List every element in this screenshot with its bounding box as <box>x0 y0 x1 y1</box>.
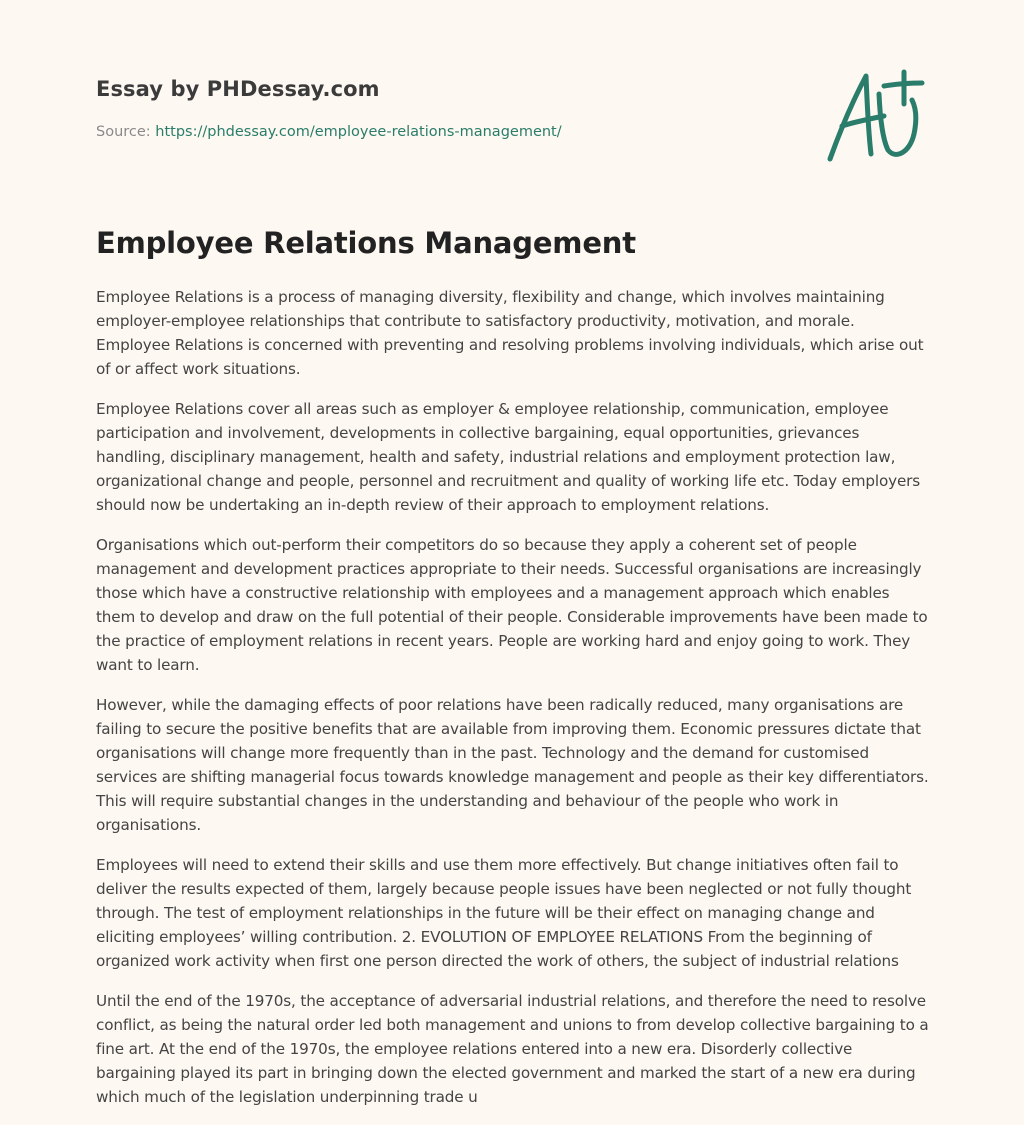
essay-paragraph: Employee Relations is a process of managing diversity, flexibility and change, which involves maintaining employer-employee relationships that contribute to satisfactory productivity, motivation, and morale. Employee Relations is concerned with preventing and resolving problems involving individuals, which arise out of or affect work situations. <box>96 288 924 378</box>
brand-title: Essay by PHDessay.com <box>96 77 380 101</box>
a-plus-logo-icon <box>824 64 928 168</box>
source-line <box>96 124 562 140</box>
essay-body <box>96 285 930 1125</box>
essay-title: Employee Relations Management <box>96 226 636 260</box>
source-label: Source: <box>96 124 156 140</box>
essay-header <box>96 0 930 190</box>
essay-paragraph: Until the end of the 1970s, the acceptance of adversarial industrial relations, and therefore the need to resolve conflict, as being the natural order led both management and unions to from develop collective bargaining to a fine art. At the end of the 1970s, the employee relations entered into a new era. Disorderly collective bargaining played its part in bringing down the elected government and marked the start of a new era during which much of the legislation underpinning trade u <box>96 992 929 1106</box>
essay-paragraph: Organisations which out-perform their competitors do so because they apply a coherent set of people management and development practices appropriate to their needs. Successful organisations are increasingly those which have a constructive relationship with employees and a management approach which enables them to develop and draw on the full potential of their people. Considerable improvements have been made to the practice of employment relations in recent years. People are working hard and enjoy going to work. They want to learn. <box>96 536 928 674</box>
essay-paragraph: Employee Relations cover all areas such as employer & employee relationship, communication, employee participation and involvement, developments in collective bargaining, equal opportunities, grievances handling, disciplinary management, health and safety, industrial relations and employment protection law, organizational change and people, personnel and recruitment and quality of working life etc. Today employers should now be undertaking an in-depth review of their approach to employment relations. <box>96 400 921 514</box>
source-link[interactable]: https://phdessay.com/employee-relations-management/ <box>155 124 562 140</box>
essay-paragraph: Employees will need to extend their skills and use them more effectively. But change initiatives often fail to deliver the results expected of them, largely because people issues have been neglected or not fully thought through. The test of employment relationships in the future will be their effect on managing change and eliciting employees’ willing contribution. 2. EVOLUTION OF EMPLOYEE RELATIONS From the beginning of organized work activity when first one person directed the work of others, the subject of industrial relations <box>96 856 912 970</box>
essay-page <box>96 0 930 1106</box>
essay-paragraph: However, while the damaging effects of poor relations have been radically reduced, many organisations are failing to secure the positive benefits that are available from improving them. Economic pressures dictate that organisations will change more frequently than in the past. Technology and the demand for customised services are shifting managerial focus towards knowledge management and people as their key differentiators. This will require substantial changes in the understanding and behaviour of the people who work in organisations. <box>96 696 929 834</box>
